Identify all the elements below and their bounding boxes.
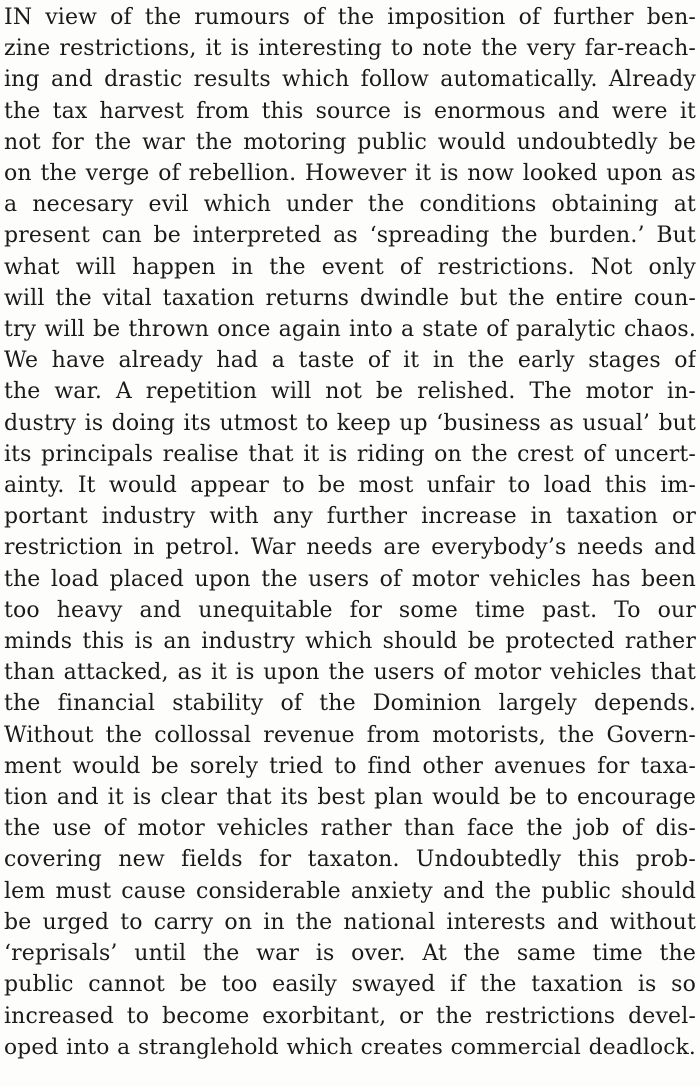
text-line: ing and drastic results which follow automatically. Already [4,67,696,93]
text-line: portant industry with any further increase in taxation or [4,504,696,530]
text-line: increased to become exorbitant, or the restrictions devel- [4,1003,696,1029]
text-line: the load placed upon the users of motor vehicles has been [4,566,696,592]
text-line: ainty. It would appear to be most unfair to load this im- [4,473,696,499]
text-line: zine restrictions, it is interesting to note the very far-reach- [4,36,696,62]
text-line: Without the collossal revenue from motorists, the Govern- [4,722,696,748]
text-line: IN view of the rumours of the imposition of further ben- [4,5,696,30]
text-line: restriction in petrol. War needs are everybody’s needs and [4,535,696,561]
text-line: minds this is an industry which should be protected rather [4,629,696,655]
text-line: its principals realise that it is riding on the crest of uncert- [4,441,696,467]
text-line: than attacked, as it is upon the users of motor vehicles that [4,660,696,686]
text-line: covering new fields for taxaton. Undoubtedly this prob- [4,847,696,873]
text-line: the tax harvest from this source is enormous and were it [4,98,696,124]
text-line: the use of motor vehicles rather than face the job of dis- [4,816,696,842]
text-line: lem must cause considerable anxiety and the public should [4,878,696,904]
text-line: oped into a stranglehold which creates commercial deadlock. [4,1034,696,1060]
text-line: the financial stability of the Dominion largely depends. [4,691,696,717]
text-line: a necesary evil which under the conditions obtaining at [4,192,696,218]
text-line: We have already had a taste of it in the early stages of [4,348,696,374]
text-line: on the verge of rebellion. However it is now looked upon as [4,161,696,187]
text-line: public cannot be too easily swayed if the taxation is so [4,972,696,998]
text-line: ment would be sorely tried to find other avenues for taxa- [4,753,696,779]
text-line: dustry is doing its utmost to keep up ‘business as usual’ but [4,410,696,436]
text-line: not for the war the motoring public would undoubtedly be [4,129,696,155]
text-line: too heavy and unequitable for some time past. To our [4,597,696,623]
text-line: be urged to carry on in the national interests and without [4,909,696,935]
text-line: ‘reprisals’ until the war is over. At the same time the [4,941,696,967]
article-body [4,2,696,1063]
text-line: tion and it is clear that its best plan would be to encourage [4,785,696,811]
text-line: the war. A repetition will not be relished. The motor in- [4,379,696,405]
text-line: present can be interpreted as ‘spreading the burden.’ But [4,223,696,249]
text-line: what will happen in the event of restrictions. Not only [4,254,696,280]
text-line: will the vital taxation returns dwindle but the entire coun- [4,285,696,311]
text-line: try will be thrown once again into a state of paralytic chaos. [4,317,696,343]
